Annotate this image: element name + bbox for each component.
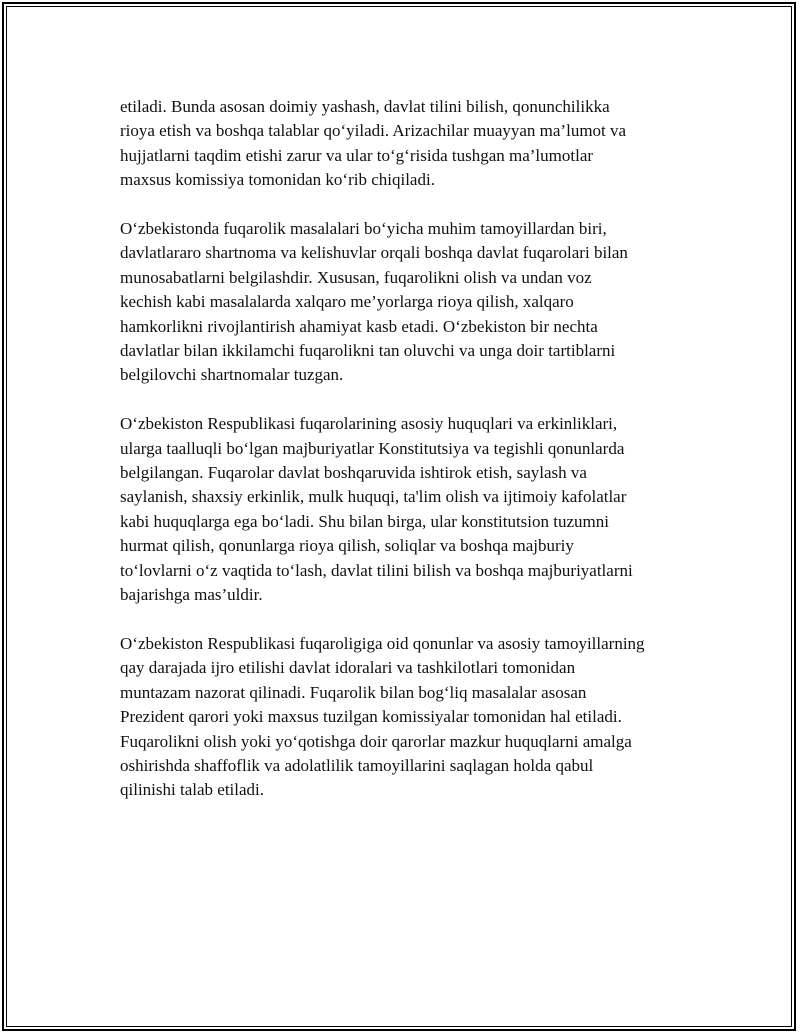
paragraph-1 (120, 95, 700, 193)
text-line: O‘zbekiston Respublikasi fuqarolarining asosiy huquqlari va erkinliklari, (120, 414, 618, 434)
text-line: qilinishi talab etiladi. (120, 780, 265, 800)
text-line: etiladi. Bunda asosan doimiy yashash, davlat tilini bilish, qonunchilikka (120, 97, 610, 116)
text-line: hamkorlikni rivojlantirish ahamiyat kasb etadi. O‘zbekiston bir nechta (120, 316, 598, 336)
document-body (120, 95, 700, 827)
text-line: Fuqarolikni olish yoki yo‘qotishga doir qarorlar mazkur huquqlarni amalga (120, 731, 632, 751)
page-border (2, 2, 796, 1031)
text-line: munosabatlarni belgilashdir. Xususan, fuqarolikni olish va undan voz (120, 267, 592, 287)
paragraph-2 (120, 217, 700, 388)
text-line: bajarishga mas’uldir. (120, 585, 263, 605)
text-line: to‘lovlarni o‘z vaqtida to‘lash, davlat tilini bilish va boshqa majburiyatlarni (120, 560, 633, 580)
text-line: hurmat qilish, qonunlarga rioya qilish, soliqlar va boshqa majburiy (120, 536, 574, 556)
text-line: Prezident qarori yoki maxsus tuzilgan komissiyalar tomonidan hal etiladi. (120, 707, 622, 727)
text-line: ularga taalluqli bo‘lgan majburiyatlar Konstitutsiya va tegishli qonunlarda (120, 438, 625, 458)
text-line: belgilovchi shartnomalar tuzgan. (120, 365, 344, 385)
text-line: davlatlararo shartnoma va kelishuvlar orqali boshqa davlat fuqarolari bilan (120, 243, 628, 263)
text-line: hujjatlarni taqdim etishi zarur va ular to‘g‘risida tushgan ma’lumotlar (120, 145, 594, 165)
text-line: muntazam nazorat qilinadi. Fuqarolik bilan bog‘liq masalalar asosan (120, 682, 587, 702)
text-line: oshirishda shaffoflik va adolatlilik tamoyillarini saqlagan holda qabul (120, 755, 594, 775)
text-line: belgilangan. Fuqarolar davlat boshqaruvida ishtirok etish, saylash va (120, 463, 587, 483)
text-line: kabi huquqlarga ega bo‘ladi. Shu bilan birga, ular konstitutsion tuzumni (120, 511, 609, 531)
text-line: O‘zbekistonda fuqarolik masalalari bo‘yicha muhim tamoyillardan biri, (120, 219, 607, 239)
paragraph-4 (120, 632, 700, 803)
text-line: rioya etish va boshqa talablar qo‘yiladi. Arizachilar muayyan ma’lumot va (120, 121, 627, 141)
paragraph-3 (120, 412, 700, 607)
text-line: kechish kabi masalalarda xalqaro me’yorlarga rioya qilish, xalqaro (120, 292, 574, 312)
text-line: O‘zbekiston Respublikasi fuqaroligiga oid qonunlar va asosiy tamoyillarning (120, 633, 645, 653)
text-line: davlatlar bilan ikkilamchi fuqarolikni tan oluvchi va unga doir tartiblarni (120, 341, 616, 361)
text-line: qay darajada ijro etilishi davlat idoralari va tashkilotlari tomonidan (120, 658, 576, 678)
text-line: maxsus komissiya tomonidan ko‘rib chiqiladi. (120, 170, 435, 190)
text-line: saylanish, shaxsiy erkinlik, mulk huquqi, ta'lim olish va ijtimoiy kafolatlar (120, 487, 627, 507)
